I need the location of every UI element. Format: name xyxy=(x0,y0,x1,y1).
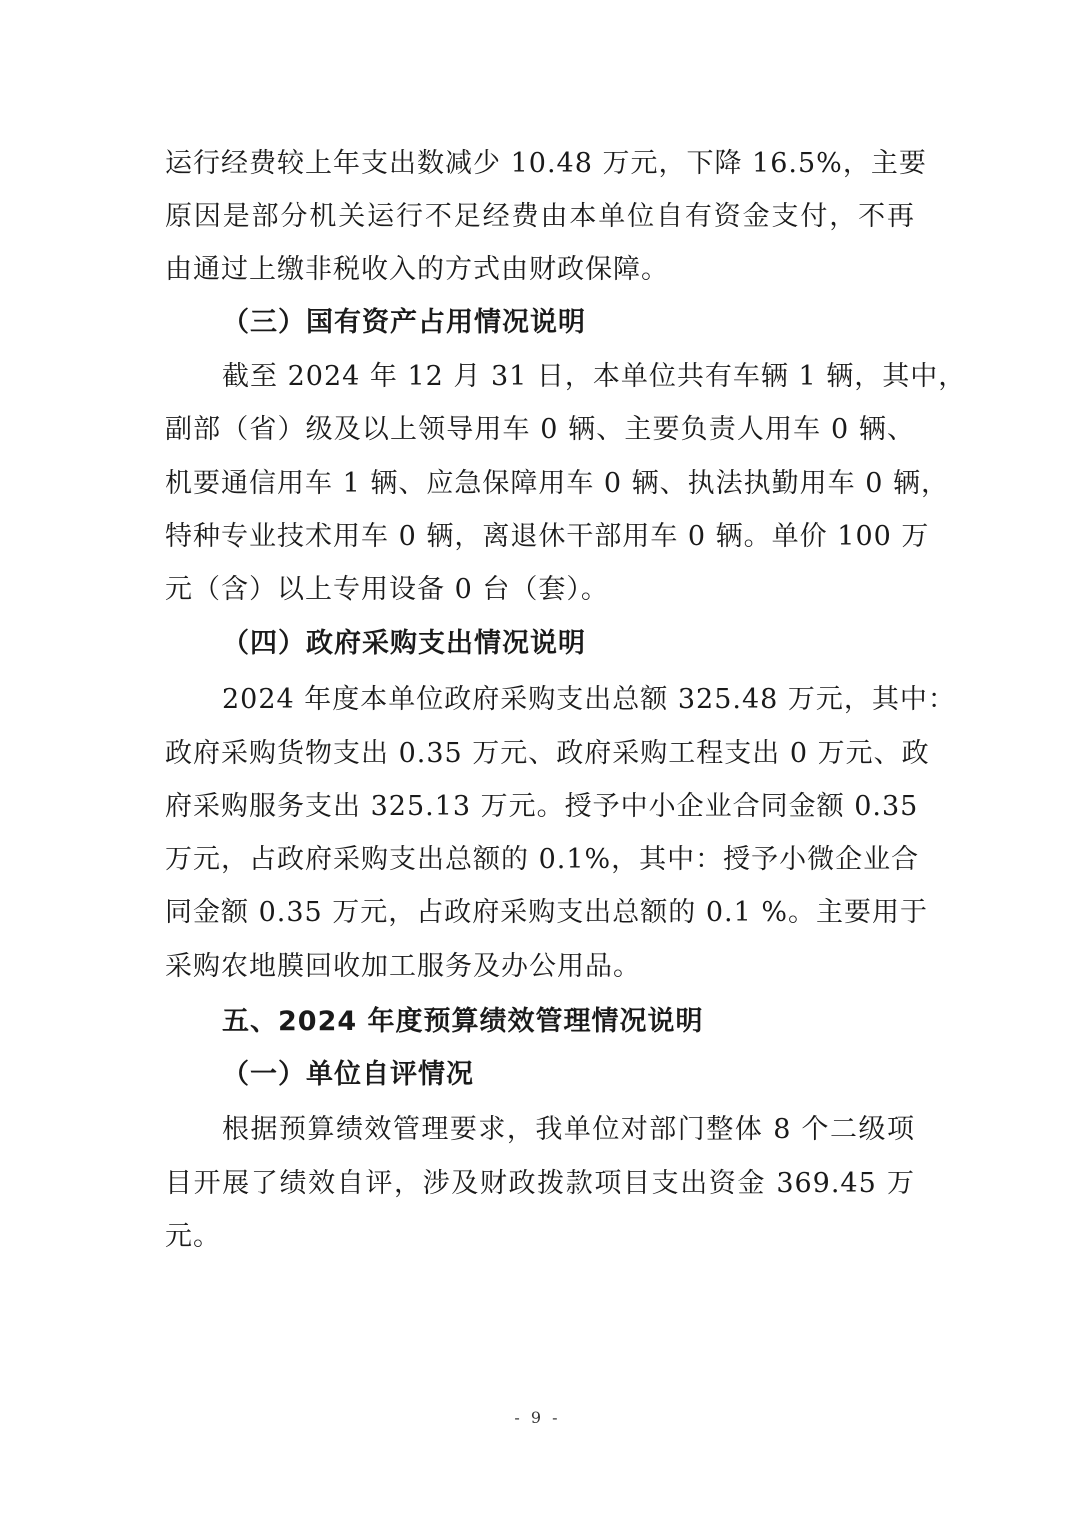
body-text-line: 同金额 0.35 万元，占政府采购支出总额的 0.1 %。主要用于 xyxy=(165,897,929,928)
body-text-line: 由通过上缴非税收入的方式由财政保障。 xyxy=(165,254,669,285)
section-heading-assets: （三）国有资产占用情况说明 xyxy=(222,307,586,338)
body-text-line: 运行经费较上年支出数减少 10.48 万元，下降 16.5%，主要 xyxy=(165,148,927,179)
body-text-line: 元。 xyxy=(165,1221,221,1252)
section-heading-procurement: （四）政府采购支出情况说明 xyxy=(222,628,586,659)
page-number: - 9 - xyxy=(514,1408,561,1427)
body-text-line: 府采购服务支出 325.13 万元。授予中小企业合同金额 0.35 xyxy=(165,791,919,822)
body-text-line: 截至 2024 年 12 月 31 日，本单位共有车辆 1 辆，其中， xyxy=(222,361,967,392)
body-text-line: 根据预算绩效管理要求，我单位对部门整体 8 个二级项 xyxy=(222,1114,915,1145)
body-text-line: 原因是部分机关运行不足经费由本单位自有资金支付，不再 xyxy=(165,201,915,232)
body-text-line: 机要通信用车 1 辆、应急保障用车 0 辆、执法执勤用车 0 辆， xyxy=(165,468,950,499)
body-text-line: 副部（省）级及以上领导用车 0 辆、主要负责人用车 0 辆、 xyxy=(165,414,915,445)
section-heading-performance: 五、2024 年度预算绩效管理情况说明 xyxy=(222,1006,704,1037)
body-text-line: 目开展了绩效自评，涉及财政拨款项目支出资金 369.45 万 xyxy=(165,1168,915,1199)
subsection-heading-self-evaluation: （一）单位自评情况 xyxy=(222,1059,474,1090)
body-text-line: 政府采购货物支出 0.35 万元、政府采购工程支出 0 万元、政 xyxy=(165,738,930,769)
body-text-line: 万元，占政府采购支出总额的 0.1%，其中：授予小微企业合 xyxy=(165,844,920,875)
body-text-line: 特种专业技术用车 0 辆，离退休干部用车 0 辆。单价 100 万 xyxy=(165,521,930,552)
body-text-line: 2024 年度本单位政府采购支出总额 325.48 万元，其中： xyxy=(222,684,956,715)
body-text-line: 元（含）以上专用设备 0 台（套）。 xyxy=(165,574,609,605)
body-text-line: 采购农地膜回收加工服务及办公用品。 xyxy=(165,951,641,982)
